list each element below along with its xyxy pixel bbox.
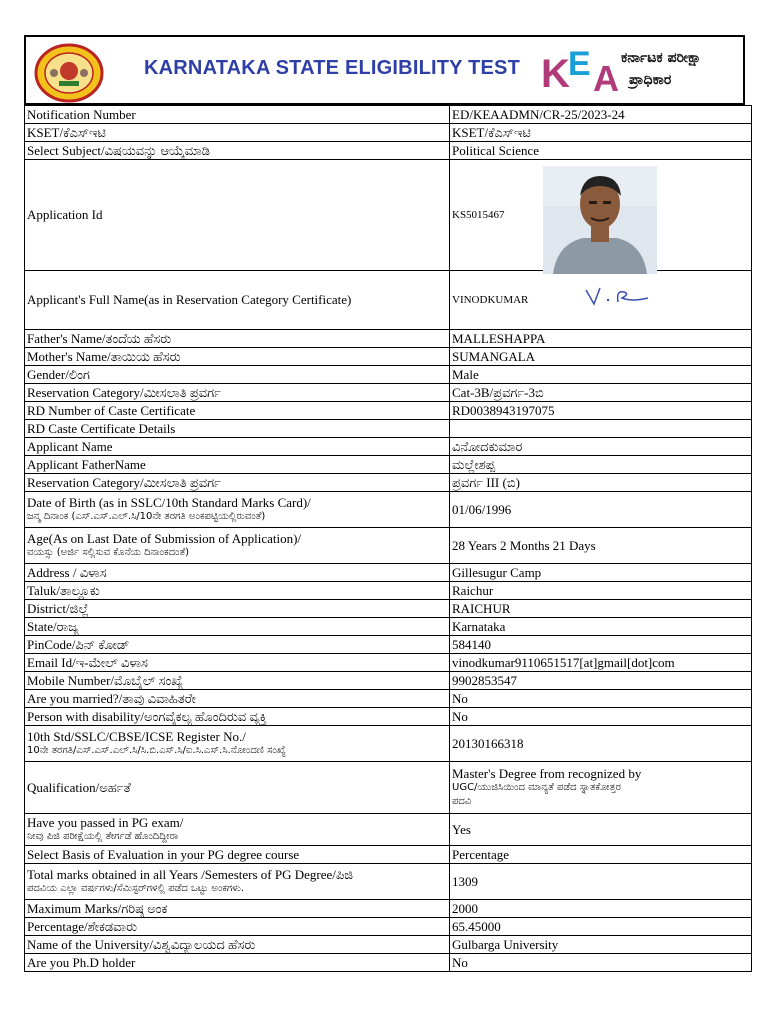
table-row <box>25 846 752 864</box>
row-label <box>25 528 450 564</box>
row-label: Reservation Category/ಮೀಸಲಾತಿ ಪ್ರವರ್ಗ <box>25 474 450 492</box>
row-value: Yes <box>450 814 752 846</box>
applicant-signature <box>582 284 654 308</box>
row-value: 20130166318 <box>450 726 752 762</box>
table-row <box>25 762 752 814</box>
row-value: RD0038943197075 <box>450 402 752 420</box>
row-label <box>25 726 450 762</box>
table-row <box>25 438 752 456</box>
row-label: Taluk/ತಾಲ್ಲೂಕು <box>25 582 450 600</box>
table-row <box>25 330 752 348</box>
kea-name-line2: ಪ್ರಾಧಿಕಾರ <box>629 72 672 88</box>
table-row <box>25 900 752 918</box>
table-row <box>25 366 752 384</box>
row-value: 9902853547 <box>450 672 752 690</box>
table-row <box>25 618 752 636</box>
table-row <box>25 582 752 600</box>
row-label: Are you Ph.D holder <box>25 954 450 972</box>
row-value: No <box>450 954 752 972</box>
row-label-line: Age(As on Last Date of Submission of Application)/ <box>27 530 302 546</box>
row-value: No <box>450 690 752 708</box>
row-value: Political Science <box>450 142 752 160</box>
row-value: 65.45000 <box>450 918 752 936</box>
row-label: Name of the University/ವಿಶ್ವವಿದ್ಯಾಲಯದ ಹೆಸರು <box>25 936 450 954</box>
row-label-line: 10ನೇ ತರಗತಿ/ಎಸ್.ಎಸ್.ಎಲ್.ಸಿ/ಸಿ.ಬಿ.ಎಸ್.ಸಿ/ಐ.ಸಿ.ಎಸ್.ಸಿ.ನೋಂದಣಿ ಸಂಖ್ಯೆ <box>27 744 286 756</box>
table-row <box>25 918 752 936</box>
table-row <box>25 708 752 726</box>
applicant-name-value: VINODKUMAR <box>450 271 752 330</box>
row-label: Notification Number <box>25 106 450 124</box>
table-row <box>25 726 752 762</box>
row-label <box>25 864 450 900</box>
row-value: Cat-3B/ಪ್ರವರ್ಗ-3ಬಿ <box>450 384 752 402</box>
row-label: Father's Name/ತಂದೆಯ ಹೆಸರು <box>25 330 450 348</box>
row-value: 1309 <box>450 864 752 900</box>
row-label: RD Caste Certificate Details <box>25 420 450 438</box>
row-label: Reservation Category/ಮೀಸಲಾತಿ ಪ್ರವರ್ಗ <box>25 384 450 402</box>
table-row <box>25 142 752 160</box>
row-label: Select Basis of Evaluation in your PG degree course <box>25 846 450 864</box>
row-label: KSET/ಕೆಎಸ್‌ಇಟಿ <box>25 124 450 142</box>
row-value: Karnataka <box>450 618 752 636</box>
kea-logo-icon <box>541 45 633 97</box>
row-label-line: 10th Std/SSLC/CBSE/ICSE Register No./ <box>27 728 246 744</box>
row-value: Gulbarga University <box>450 936 752 954</box>
table-row <box>25 106 752 124</box>
row-value-line: ಪದವಿ <box>452 795 472 807</box>
table-row <box>25 672 752 690</box>
row-value <box>450 762 752 814</box>
row-value: No <box>450 708 752 726</box>
table-row <box>25 348 752 366</box>
row-value: Male <box>450 366 752 384</box>
row-value: Percentage <box>450 846 752 864</box>
row-value: ಪ್ರವರ್ಗ III (ಬಿ) <box>450 474 752 492</box>
row-label: Application Id <box>25 160 450 271</box>
table-row <box>25 528 752 564</box>
row-value: Gillesugur Camp <box>450 564 752 582</box>
row-label: Email Id/ಇ-ಮೇಲ್ ವಿಳಾಸ <box>25 654 450 672</box>
row-label-line: Have you passed in PG exam/ <box>27 814 184 830</box>
row-label: RD Number of Caste Certificate <box>25 402 450 420</box>
application-id-value: KS5015467 <box>450 160 752 271</box>
form-header <box>24 35 745 105</box>
row-value: 28 Years 2 Months 21 Days <box>450 528 752 564</box>
svg-text:K: K <box>541 52 570 96</box>
row-label-line: ಜನ್ಮ ದಿನಾಂಕ (ಎಸ್.ಎಸ್.ಎಲ್.ಸಿ/10ನೇ ತರಗತಿ ಅಂಕಪಟ್ಟಿಯಲ್ಲಿರುವಂತೆ) <box>27 510 266 522</box>
row-label <box>25 814 450 846</box>
row-label-line: Total marks obtained in all Years /Semesters of PG Degree/ಪಿಜಿ <box>27 866 353 882</box>
row-value-line: UGC/ಯುಜಿಸಿಯಿಂದ ಮಾನ್ಯತೆ ಪಡೆದ ಸ್ನಾತಕೋತ್ತರ <box>452 781 621 793</box>
row-label-line: ಪದವಿಯ ಎಲ್ಲಾ ವರ್ಷಗಳು/ಸೆಮಿಸ್ಟರ್‌ಗಳಲ್ಲಿ ಪಡೆದ ಒಟ್ಟು ಅಂಕಗಳು. <box>27 882 245 894</box>
row-label: Address / ವಿಳಾಸ <box>25 564 450 582</box>
row-label: Qualification/ಅರ್ಹತೆ <box>25 762 450 814</box>
karnataka-seal-icon <box>34 43 104 103</box>
table-row <box>25 600 752 618</box>
row-label-line: ವಯಸ್ಸು (ಅರ್ಜಿ ಸಲ್ಲಿಸುವ ಕೊನೆಯ ದಿನಾಂಕದಂತೆ) <box>27 546 190 558</box>
kea-name-line1: ಕರ್ನಾಟಕ ಪರೀಕ್ಷಾ <box>621 50 702 66</box>
row-label-line: ನೀವು ಪಿಜಿ ಪರೀಕ್ಷೆಯಲ್ಲಿ ತೇರ್ಗಡೆ ಹೊಂದಿದ್ದೀರಾ <box>27 830 179 842</box>
table-row <box>25 690 752 708</box>
table-row <box>25 420 752 438</box>
row-label: Percentage/ಶೇಕಡವಾರು <box>25 918 450 936</box>
row-value: MALLESHAPPA <box>450 330 752 348</box>
row-value: RAICHUR <box>450 600 752 618</box>
row-value: KSET/ಕೆಎಸ್‌ಇಟಿ <box>450 124 752 142</box>
row-label: Applicant FatherName <box>25 456 450 474</box>
table-row <box>25 474 752 492</box>
table-row <box>25 124 752 142</box>
row-value: SUMANGALA <box>450 348 752 366</box>
row-label <box>25 492 450 528</box>
row-label: Person with disability/ಅಂಗವೈಕಲ್ಯ ಹೊಂದಿರುವ ವ್ಯಕ್ತಿ <box>25 708 450 726</box>
row-value: Raichur <box>450 582 752 600</box>
row-value: ವಿನೋದಕುಮಾರ <box>450 438 752 456</box>
table-row <box>25 402 752 420</box>
applicant-photo <box>543 166 657 274</box>
kea-name <box>621 47 743 91</box>
row-label: Gender/ಲಿಂಗ <box>25 366 450 384</box>
row-value: vinodkumar9110651517[at]gmail[dot]com <box>450 654 752 672</box>
row-value: ED/KEAADMN/CR-25/2023-24 <box>450 106 752 124</box>
row-label: Mother's Name/ತಾಯಿಯ ಹೆಸರು <box>25 348 450 366</box>
svg-text:A: A <box>593 58 619 97</box>
table-row <box>25 384 752 402</box>
row-label-line: Date of Birth (as in SSLC/10th Standard Marks Card)/ <box>27 494 311 510</box>
table-row <box>25 636 752 654</box>
table-row <box>25 936 752 954</box>
row-label: Are you married?/ತಾವು ವಿವಾಹಿತರೇ <box>25 690 450 708</box>
table-row <box>25 492 752 528</box>
page-title: KARNATAKA STATE ELIGIBILITY TEST <box>144 57 521 79</box>
row-value <box>450 420 752 438</box>
table-row <box>25 814 752 846</box>
row-value-line: Master's Degree from recognized by <box>452 765 642 781</box>
svg-text:E: E <box>568 45 591 83</box>
row-label: State/ರಾಜ್ಯ <box>25 618 450 636</box>
table-row <box>25 864 752 900</box>
row-label: Applicant Name <box>25 438 450 456</box>
table-row <box>25 654 752 672</box>
table-row <box>25 954 752 972</box>
row-label: Select Subject/ವಿಷಯವನ್ನು ಆಯ್ಕೆಮಾಡಿ <box>25 142 450 160</box>
row-label: Applicant's Full Name(as in Reservation Category Certificate) <box>25 271 450 330</box>
table-row <box>25 456 752 474</box>
row-value: 01/06/1996 <box>450 492 752 528</box>
row-label: District/ಜಿಲ್ಲೆ <box>25 600 450 618</box>
row-value: 2000 <box>450 900 752 918</box>
row-label: Mobile Number/ಮೊಬೈಲ್ ಸಂಖ್ಯೆ <box>25 672 450 690</box>
row-value: 584140 <box>450 636 752 654</box>
table-row <box>25 564 752 582</box>
row-label: PinCode/ಪಿನ್ ಕೋಡ್ <box>25 636 450 654</box>
row-value: ಮಲ್ಲೇಶಪ್ಪ <box>450 456 752 474</box>
row-label: Maximum Marks/ಗರಿಷ್ಠ ಅಂಕ <box>25 900 450 918</box>
